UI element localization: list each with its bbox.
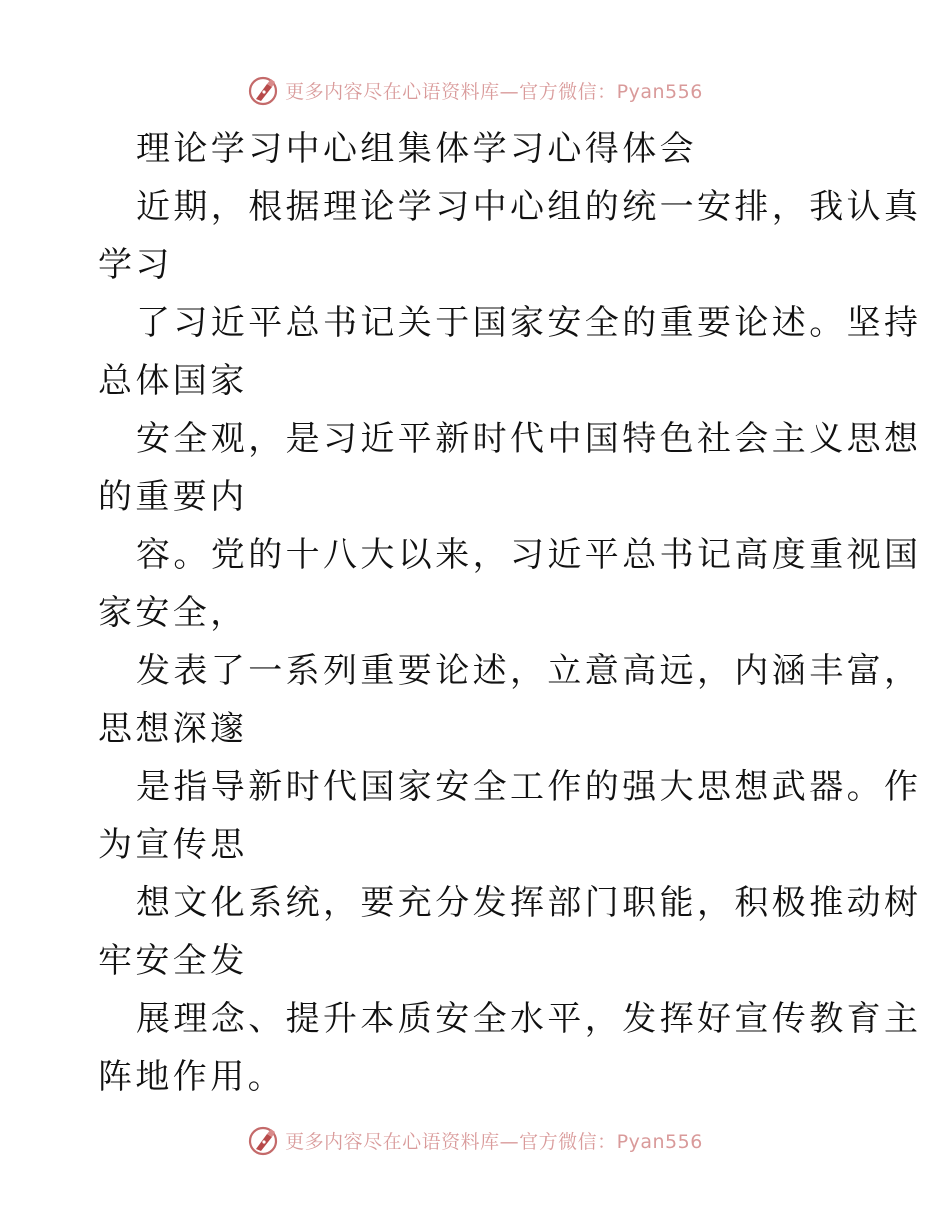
paragraph-line: 展理念、提升本质安全水平，发挥好宣传教育主 bbox=[136, 999, 922, 1039]
paragraph-line: 了习近平总书记关于国家安全的重要论述。坚持 bbox=[136, 303, 922, 343]
paragraph-line: 牢安全发 bbox=[98, 941, 248, 981]
header-watermark-text: 更多内容尽在心语资料库—官方微信：Pyan556 bbox=[285, 80, 703, 103]
document-body bbox=[98, 120, 922, 1106]
paragraph-line: 想文化系统，要充分发挥部门职能，积极推动树 bbox=[136, 883, 922, 923]
paragraph-line: 发表了一系列重要论述，立意高远，内涵丰富， bbox=[136, 651, 922, 691]
header-watermark bbox=[0, 70, 950, 110]
paragraph-line: 的重要内 bbox=[98, 477, 248, 517]
footer-watermark-inner bbox=[247, 1124, 703, 1156]
paragraph-line: 容。党的十八大以来，习近平总书记高度重视国 bbox=[136, 535, 922, 575]
paragraph-line: 是指导新时代国家安全工作的强大思想武器。作 bbox=[136, 767, 922, 807]
paragraph-line: 安全观，是习近平新时代中国特色社会主义思想 bbox=[136, 419, 922, 459]
paragraph-line: 阵地作用。 bbox=[98, 1057, 285, 1097]
paragraph-line: 思想深邃 bbox=[98, 709, 248, 749]
footer-watermark-text: 更多内容尽在心语资料库—官方微信：Pyan556 bbox=[285, 1130, 703, 1153]
paragraph-line: 为宣传思 bbox=[98, 825, 248, 865]
document-title: 理论学习中心组集体学习心得体会 bbox=[136, 129, 697, 169]
footer-watermark bbox=[0, 1120, 950, 1160]
pen-nib-logo-icon bbox=[247, 74, 279, 106]
paragraph-line: 家安全， bbox=[98, 593, 248, 633]
pen-nib-logo-icon bbox=[247, 1124, 279, 1156]
header-watermark-inner bbox=[247, 74, 703, 106]
paragraph-line: 近期，根据理论学习中心组的统一安排，我认真 bbox=[136, 187, 922, 227]
paragraph-line: 总体国家 bbox=[98, 361, 248, 401]
paragraph-line: 学习 bbox=[98, 245, 173, 285]
